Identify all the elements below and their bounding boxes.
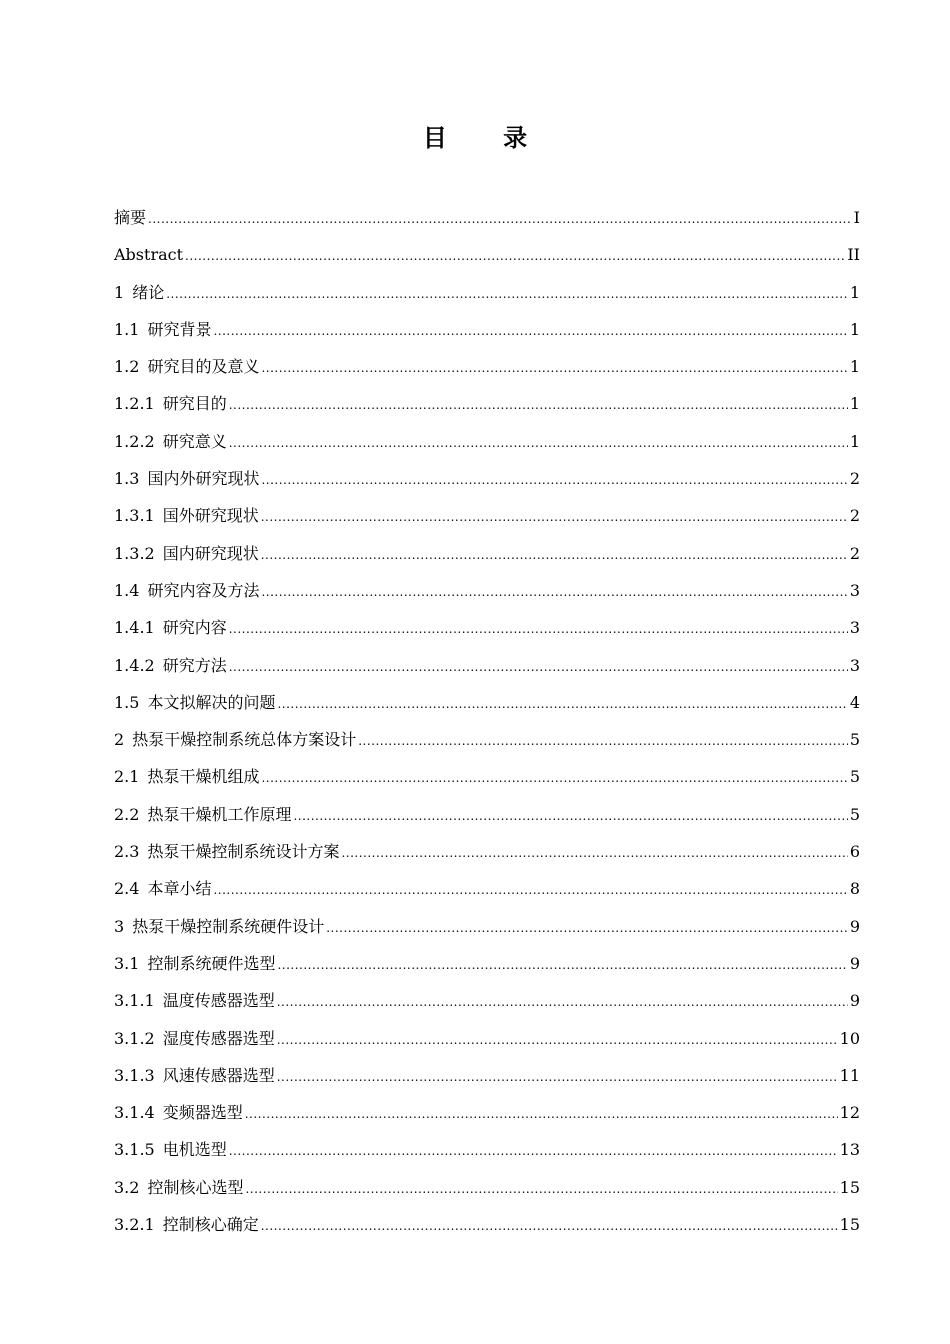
toc-entry-text: 热泵干燥机工作原理 (147, 804, 292, 824)
toc-entry-page: I (853, 208, 860, 227)
toc-dot-leader (326, 914, 848, 942)
toc-dot-leader (245, 1175, 837, 1203)
toc-entry-text: 湿度传感器选型 (162, 1028, 275, 1048)
toc-dot-leader (229, 615, 848, 643)
toc-entry-text: 绪论 (132, 282, 165, 302)
toc-entry-page: 3 (849, 655, 860, 675)
toc-entry[interactable] (114, 652, 860, 689)
toc-entry-number: 1.2.1 (114, 394, 155, 414)
toc-dot-leader (277, 1063, 838, 1091)
toc-entry-page: 15 (839, 1177, 860, 1197)
toc-entry-label (114, 726, 356, 754)
toc-dot-leader (213, 876, 847, 904)
toc-entry-text: Abstract (114, 245, 184, 265)
toc-entry-label (114, 390, 227, 418)
toc-entry[interactable] (114, 1062, 860, 1099)
toc-dot-leader (148, 205, 852, 233)
toc-entry-text: 国外研究现状 (162, 506, 259, 526)
toc-entry-page: 5 (849, 767, 860, 787)
toc-entry-label (114, 1062, 275, 1090)
toc-entry-text: 控制系统硬件选型 (147, 953, 276, 973)
toc-entry-text: 研究方法 (162, 655, 227, 675)
toc-entry-number: 3.1.4 (114, 1103, 155, 1123)
toc-entry-number: 3.2 (114, 1177, 140, 1197)
toc-entry-label (114, 428, 227, 456)
toc-entry-page: 9 (849, 916, 860, 936)
toc-entry[interactable] (114, 577, 860, 614)
toc-entry-text: 热泵干燥控制系统设计方案 (147, 842, 340, 862)
toc-entry-text: 研究内容及方法 (147, 580, 260, 600)
toc-entry-text: 变频器选型 (162, 1103, 243, 1123)
toc-entry-number: 2.1 (114, 767, 140, 787)
toc-entry-label (114, 950, 275, 978)
toc-entry-page: 1 (849, 431, 860, 451)
toc-entry-number: 2.4 (114, 879, 140, 899)
toc-entry-label (114, 913, 324, 941)
toc-entry-number: 3.1 (114, 953, 140, 973)
toc-entry-number: 1.2 (114, 357, 140, 377)
toc-dot-leader (229, 1137, 838, 1165)
toc-entry-page: 1 (849, 282, 860, 302)
toc-entry[interactable] (114, 465, 860, 502)
toc-dot-leader (277, 1026, 838, 1054)
toc-entry[interactable] (114, 689, 860, 726)
toc-entry[interactable] (114, 838, 860, 875)
toc-entry[interactable] (114, 726, 860, 763)
toc-entry-text: 研究目的 (162, 394, 227, 414)
toc-entry-page: 10 (839, 1028, 860, 1048)
toc-dot-leader (261, 578, 847, 606)
toc-entry[interactable] (114, 875, 860, 912)
toc-entry-text: 研究背景 (147, 319, 212, 339)
toc-entry-page: 9 (849, 953, 860, 973)
toc-dot-leader (261, 466, 847, 494)
toc-dot-leader (166, 280, 848, 308)
toc-entry[interactable] (114, 801, 860, 838)
toc-entry-label (114, 689, 275, 717)
toc-entry-number: 3.1.5 (114, 1140, 155, 1160)
toc-entry[interactable] (114, 540, 860, 577)
toc-entry[interactable] (114, 1136, 860, 1173)
toc-entry-number: 1.3 (114, 469, 140, 489)
toc-dot-leader (261, 541, 848, 569)
toc-dot-leader (261, 354, 847, 382)
toc-entry-label (114, 465, 259, 493)
toc-entry-text: 本文拟解决的问题 (147, 692, 276, 712)
toc-entry-page: 5 (849, 804, 860, 824)
toc-entry-label (114, 652, 227, 680)
toc-entry-number: 3.1.2 (114, 1028, 155, 1048)
toc-entry-number: 1.2.2 (114, 431, 155, 451)
toc-dot-leader (261, 503, 848, 531)
toc-entry[interactable] (114, 316, 860, 353)
toc-entry[interactable] (114, 1174, 860, 1211)
toc-entry[interactable] (114, 950, 860, 987)
toc-entry-label (114, 838, 339, 866)
toc-entry-label (114, 316, 211, 344)
toc-entry[interactable] (114, 987, 860, 1024)
toc-entry-text: 摘要 (114, 208, 147, 227)
toc-entry-text: 国内外研究现状 (147, 469, 260, 489)
toc-entry[interactable] (114, 913, 860, 950)
toc-entry-label (114, 801, 291, 829)
toc-entry-page: 2 (849, 543, 860, 563)
toc-entry[interactable] (114, 1211, 860, 1248)
toc-entry-label (114, 1025, 275, 1053)
toc-entry-text: 研究意义 (162, 431, 227, 451)
toc-dot-leader (229, 429, 848, 457)
toc-list (114, 204, 860, 1248)
toc-entry-number: 1.1 (114, 319, 140, 339)
toc-entry-label (114, 1099, 243, 1127)
toc-entry-text: 热泵干燥控制系统硬件设计 (132, 916, 325, 936)
toc-entry-number: 3.1.1 (114, 991, 155, 1011)
toc-entry-label (114, 1174, 243, 1202)
toc-entry-page: 1 (849, 394, 860, 414)
toc-entry[interactable] (114, 390, 860, 427)
toc-entry-text: 温度传感器选型 (162, 991, 275, 1011)
toc-entry[interactable] (114, 204, 860, 241)
toc-entry-text: 热泵干燥控制系统总体方案设计 (132, 730, 357, 750)
toc-entry[interactable] (114, 279, 860, 316)
toc-entry-label (114, 540, 259, 568)
toc-entry-page: 8 (849, 879, 860, 899)
toc-dot-leader (213, 317, 847, 345)
toc-entry-number: 2.3 (114, 842, 140, 862)
toc-entry[interactable] (114, 1099, 860, 1136)
toc-dot-leader (261, 1212, 838, 1240)
toc-entry-text: 控制核心选型 (147, 1177, 244, 1197)
toc-entry[interactable] (114, 1025, 860, 1062)
toc-dot-leader (229, 391, 848, 419)
toc-entry-page: 3 (849, 580, 860, 600)
toc-entry-number: 1 (114, 282, 125, 302)
toc-dot-leader (185, 242, 845, 270)
toc-entry-page: 2 (849, 469, 860, 489)
toc-entry-label (114, 875, 211, 903)
toc-entry-number: 3.2.1 (114, 1215, 155, 1235)
toc-entry[interactable] (114, 502, 860, 539)
toc-entry-number: 1.4.2 (114, 655, 155, 675)
toc-dot-leader (245, 1100, 838, 1128)
toc-entry-number: 1.5 (114, 692, 140, 712)
toc-entry-label (114, 1136, 227, 1164)
toc-entry-page: II (847, 245, 860, 265)
toc-entry-page: 15 (839, 1215, 860, 1235)
toc-entry-label (114, 577, 259, 605)
toc-entry-page: 3 (849, 618, 860, 638)
toc-entry[interactable] (114, 428, 860, 465)
toc-entry-number: 3.1.3 (114, 1065, 155, 1085)
toc-entry-number: 3 (114, 916, 125, 936)
toc-dot-leader (261, 764, 847, 792)
toc-title: 目 录 (422, 123, 552, 152)
toc-entry-page: 5 (849, 730, 860, 750)
toc-entry-label (114, 614, 227, 642)
toc-entry-label (114, 763, 259, 791)
toc-entry-label (114, 353, 259, 381)
toc-entry-number: 1.3.1 (114, 506, 155, 526)
toc-entry-number: 1.3.2 (114, 543, 155, 563)
toc-entry-page: 4 (849, 692, 860, 712)
toc-entry-text: 热泵干燥机组成 (147, 767, 260, 787)
toc-entry-number: 2 (114, 730, 125, 750)
toc-dot-leader (277, 690, 847, 718)
toc-entry-label (114, 241, 183, 269)
toc-dot-leader (341, 839, 847, 867)
toc-entry-number: 2.2 (114, 804, 140, 824)
toc-entry[interactable] (114, 614, 860, 651)
toc-entry-label (114, 204, 146, 232)
toc-entry[interactable] (114, 763, 860, 800)
toc-entry-text: 控制核心确定 (162, 1215, 259, 1235)
toc-dot-leader (293, 802, 847, 830)
toc-entry-page: 6 (849, 842, 860, 862)
toc-entry-label (114, 987, 275, 1015)
toc-entry-page: 2 (849, 506, 860, 526)
toc-entry-text: 研究内容 (162, 618, 227, 638)
toc-entry-number: 1.4.1 (114, 618, 155, 638)
toc-dot-leader (277, 988, 848, 1016)
toc-entry-number: 1.4 (114, 580, 140, 600)
toc-entry-text: 研究目的及意义 (147, 357, 260, 377)
toc-entry-text: 电机选型 (162, 1140, 227, 1160)
toc-entry[interactable] (114, 353, 860, 390)
toc-entry-page: 1 (849, 319, 860, 339)
toc-entry-text: 风速传感器选型 (162, 1065, 275, 1085)
toc-entry-label (114, 279, 164, 307)
toc-entry-page: 9 (849, 991, 860, 1011)
toc-entry-text: 国内研究现状 (162, 543, 259, 563)
toc-entry[interactable] (114, 241, 860, 278)
toc-dot-leader (358, 727, 848, 755)
toc-dot-leader (229, 653, 848, 681)
toc-entry-label (114, 502, 259, 530)
toc-entry-page: 12 (839, 1103, 860, 1123)
toc-entry-text: 本章小结 (147, 879, 212, 899)
toc-entry-page: 11 (839, 1065, 860, 1085)
toc-entry-page: 1 (849, 357, 860, 377)
toc-entry-label (114, 1211, 259, 1239)
toc-entry-page: 13 (839, 1140, 860, 1160)
toc-dot-leader (277, 951, 847, 979)
